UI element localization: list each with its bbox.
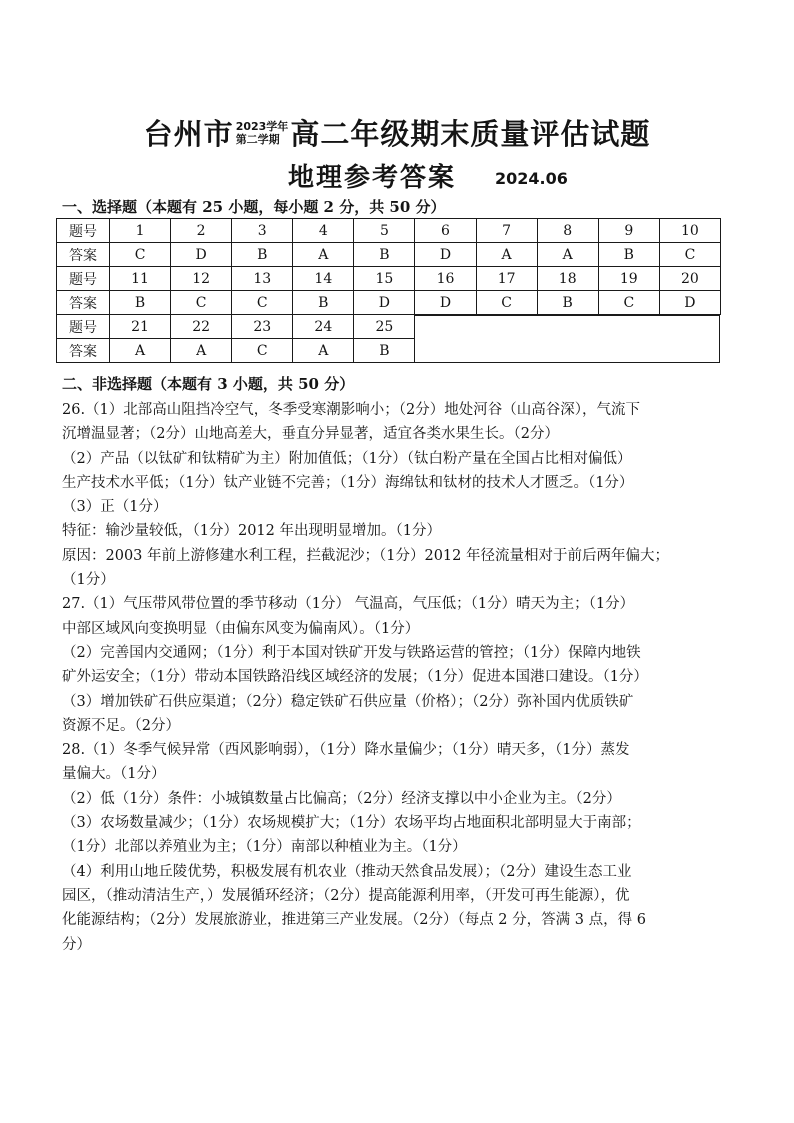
section-2-heading: 二、非选择题（本题有 3 小题，共 50 分） <box>62 375 355 393</box>
answer-line: （1分）北部以养殖业为主；（1分）南部以种植业为主。（1分） <box>62 839 467 856</box>
answer-line: （2）低（1分）条件：小城镇数量占比偏高；（2分）经济支撑以中小企业为主。（2分） <box>62 790 621 807</box>
exam-date: 2024.06 <box>495 169 568 188</box>
answer-cell: C <box>110 243 171 267</box>
answer-line: （3）增加铁矿石供应渠道；（2分）稳定铁矿石供应量（价格）；（2分）弥补国内优质铁矿 <box>62 693 634 710</box>
question-number-cell: 15 <box>354 267 415 291</box>
question-number-cell: 19 <box>598 267 659 291</box>
question-number-cell: 4 <box>293 219 354 243</box>
answer-label-cell: 答案 <box>57 339 110 363</box>
question-number-cell: 3 <box>232 219 293 243</box>
question-number-cell: 16 <box>415 267 476 291</box>
title-main: 高二年级期末质量评估试题 <box>290 117 651 151</box>
answer-line: （1分） <box>62 572 115 589</box>
answer-line: 资源不足。（2分） <box>62 717 180 734</box>
question-number-row <box>57 219 721 243</box>
answer-row <box>57 291 721 315</box>
answer-line: 园区，（推动清洁生产，）发展循环经济；（2分）提高能源利用率，（开发可再生能源），优 <box>62 887 630 904</box>
answer-line: 分） <box>62 936 91 953</box>
answer-line: 特征：输沙量较低，（1分）2012 年出现明显增加。（1分） <box>62 523 441 540</box>
title-term-stack <box>236 120 289 146</box>
question-label-cell: 题号 <box>57 219 110 243</box>
section-1-heading: 一、选择题（本题有 25 小题，每小题 2 分，共 50 分） <box>62 198 446 216</box>
answer-line: （4）利用山地丘陵优势，积极发展有机农业（推动天然食品发展）；（2分）建设生态工业 <box>62 863 632 880</box>
answer-cell: B <box>110 291 171 315</box>
answer-cell: D <box>171 243 232 267</box>
question-label-cell: 题号 <box>57 267 110 291</box>
question-number-cell: 14 <box>293 267 354 291</box>
question-number-cell: 5 <box>354 219 415 243</box>
question-number-cell: 17 <box>476 267 537 291</box>
exam-subtitle: 地理参考答案 <box>288 163 457 193</box>
answer-line: 原因：2003 年前上游修建水利工程，拦截泥沙；（1分）2012 年径流量相对于前后两年偏大； <box>62 547 669 564</box>
question-number-cell: 23 <box>232 315 293 339</box>
answer-line: 28.（1）冬季气候异常（西风影响弱），（1分）降水量偏少；（1分）晴天多，（1分）蒸发 <box>62 742 630 759</box>
answer-cell: B <box>354 339 415 363</box>
answer-cell: C <box>476 291 537 315</box>
question-number-cell: 6 <box>415 219 476 243</box>
answer-cell: C <box>232 291 293 315</box>
question-number-cell: 8 <box>537 219 598 243</box>
answer-cell: C <box>171 291 232 315</box>
answer-cell: B <box>598 243 659 267</box>
answer-label-cell: 答案 <box>57 291 110 315</box>
question-number-cell: 25 <box>354 315 415 339</box>
question-number-cell: 2 <box>171 219 232 243</box>
answer-line: （3）正（1分） <box>62 499 168 516</box>
answer-cell: B <box>537 291 598 315</box>
answer-line: （2）完善国内交通网；（1分）利于本国对铁矿开发与铁路运营的管控；（1分）保障内地铁 <box>62 644 641 661</box>
question-number-cell: 20 <box>659 267 720 291</box>
answer-line: 矿外运安全；（1分）带动本国铁路沿线区域经济的发展；（1分）促进本国港口建设。（1分） <box>62 669 648 686</box>
answer-line: （2）产品（以钛矿和钛精矿为主）附加值低；（1分）（钛白粉产量在全国占比相对偏低） <box>62 450 632 467</box>
answer-cell: A <box>171 339 232 363</box>
answer-cell: A <box>293 243 354 267</box>
answer-cell: D <box>415 243 476 267</box>
question-number-cell: 22 <box>171 315 232 339</box>
answer-cell: A <box>293 339 354 363</box>
answer-cell: C <box>598 291 659 315</box>
answer-cell: B <box>232 243 293 267</box>
answer-cell: D <box>415 291 476 315</box>
answer-cell: C <box>232 339 293 363</box>
answer-cell: A <box>537 243 598 267</box>
answer-line: 沉增温显著；（2分）山地高差大，垂直分异显著，适宜各类水果生长。（2分） <box>62 426 559 443</box>
title-term-semester: 第二学期 <box>235 132 280 146</box>
question-number-cell: 13 <box>232 267 293 291</box>
exam-title <box>0 112 794 153</box>
answer-line: 生产技术水平低；（1分）钛产业链不完善；（1分）海绵钛和钛材的技术人才匮乏。（1分） <box>62 474 634 491</box>
question-number-cell: 9 <box>598 219 659 243</box>
question-number-cell: 10 <box>659 219 720 243</box>
title-city: 台州市 <box>143 117 234 151</box>
answer-line: 化能源结构；（2分）发展旅游业，推进第三产业发展。（2分）（每点 2 分，答满 3 点，得 6 <box>62 912 646 929</box>
answer-body <box>62 398 722 957</box>
answer-cell: D <box>354 291 415 315</box>
question-number-cell: 11 <box>110 267 171 291</box>
answer-cell: B <box>293 291 354 315</box>
question-number-cell: 24 <box>293 315 354 339</box>
question-number-cell: 18 <box>537 267 598 291</box>
question-number-cell: 21 <box>110 315 171 339</box>
answer-line: （3）农场数量减少；（1分）农场规模扩大；（1分）农场平均占地面积北部明显大于南部； <box>62 815 641 832</box>
question-number-cell: 7 <box>476 219 537 243</box>
answer-line: 中部区域风向变换明显（由偏东风变为偏南风）。（1分） <box>62 620 420 637</box>
answer-line: 27.（1）气压带风带位置的季节移动（1分） 气温高，气压低；（1分）晴天为主；（1分） <box>62 596 635 613</box>
answer-cell: A <box>476 243 537 267</box>
answer-line: 量偏大。（1分） <box>62 766 166 783</box>
title-term-year: 2023学年 <box>235 119 289 133</box>
question-number-cell: 12 <box>171 267 232 291</box>
answer-cell: B <box>354 243 415 267</box>
empty-cells-outline <box>415 315 720 364</box>
question-label-cell: 题号 <box>57 315 110 339</box>
answer-label-cell: 答案 <box>57 243 110 267</box>
question-number-row <box>57 267 721 291</box>
question-number-cell: 1 <box>110 219 171 243</box>
answer-row <box>57 243 721 267</box>
answer-cell: A <box>110 339 171 363</box>
answer-cell: D <box>659 291 720 315</box>
answer-cell: C <box>659 243 720 267</box>
answer-line: 26.（1）北部高山阻挡冷空气，冬季受寒潮影响小；（2分）地处河谷（山高谷深），气流下 <box>62 402 641 418</box>
